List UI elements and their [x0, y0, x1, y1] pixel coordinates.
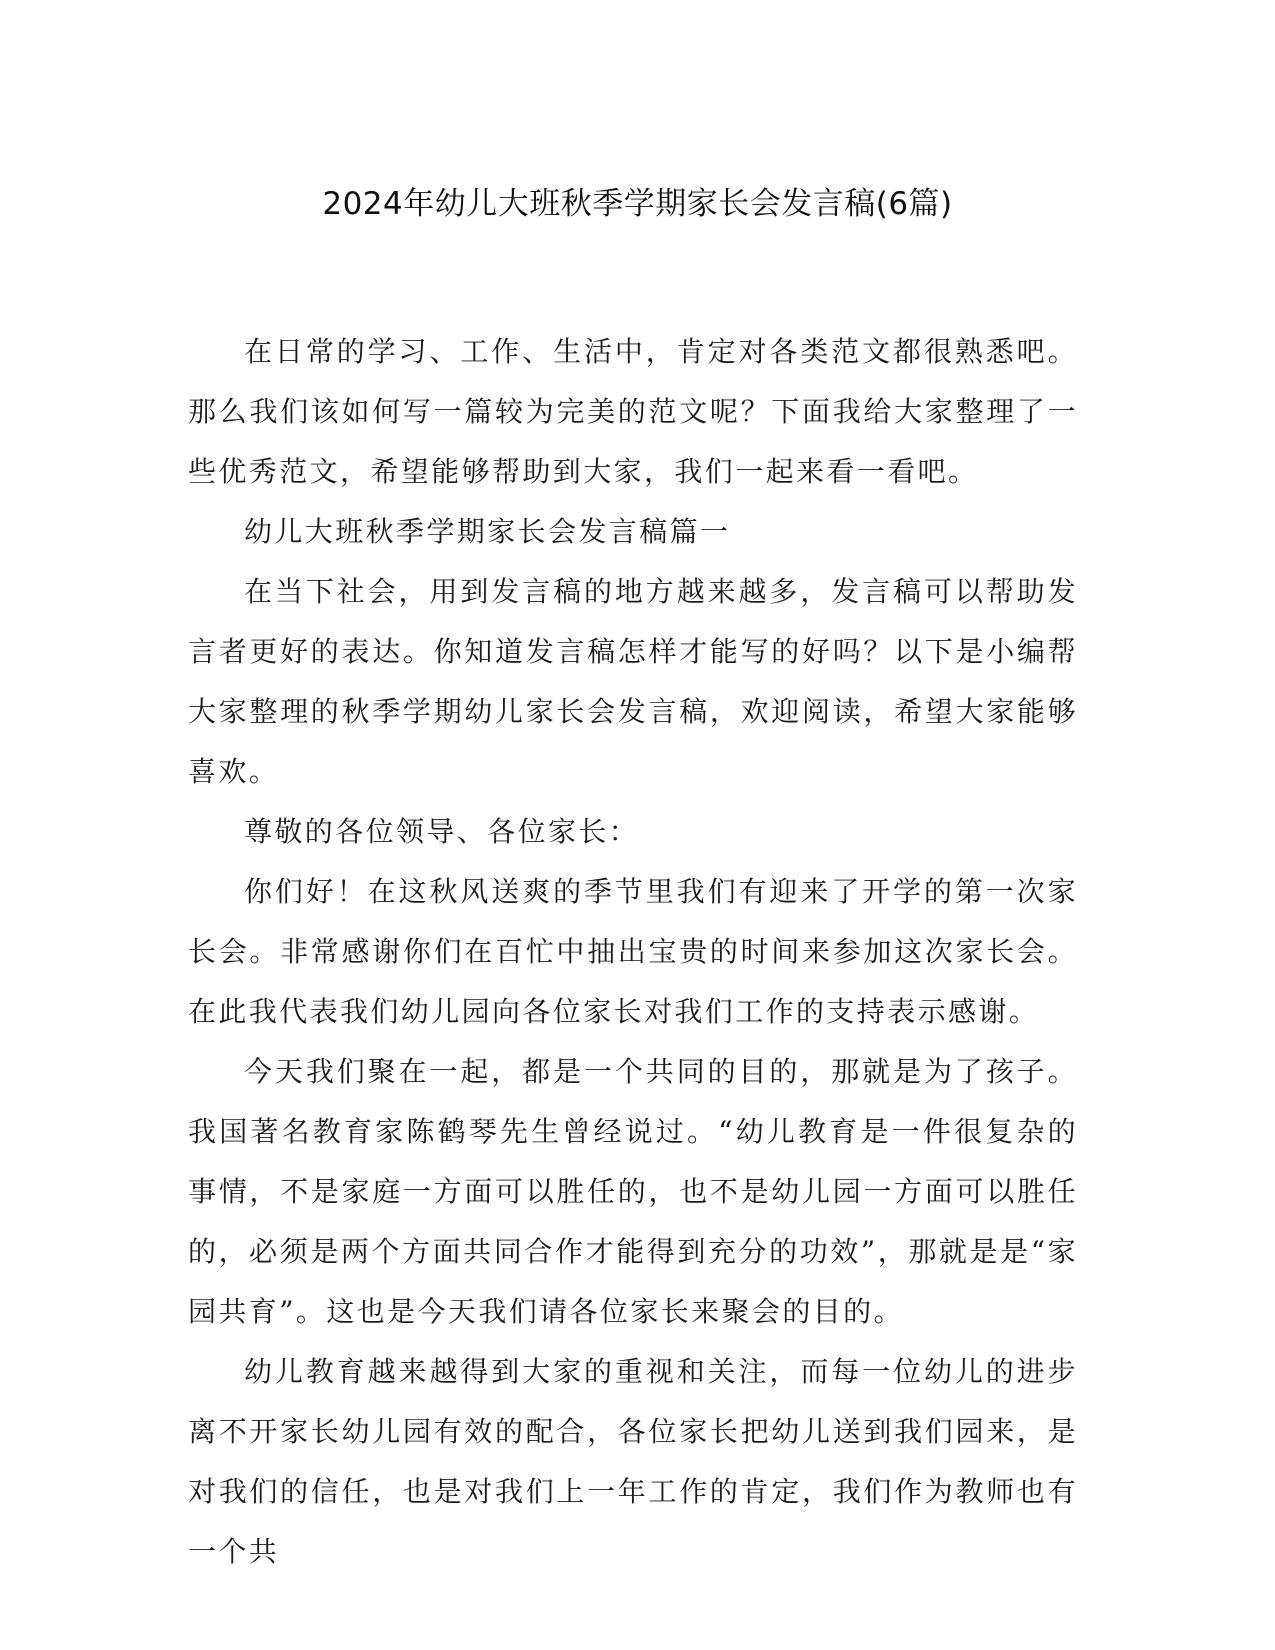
paragraph-cooperation: 幼儿教育越来越得到大家的重视和关注，而每一位幼儿的进步离不开家长幼儿园有效的配合，各位家长把幼儿送到我们园来，是对我们的信任，也是对我们上一年工作的肯定，我们作为教师也有一个共 [188, 1355, 1078, 1568]
paragraph-purpose: 今天我们聚在一起，都是一个共同的目的，那就是为了孩子。我国著名教育家陈鹤琴先生曾经说过。“幼儿教育是一件很复杂的事情，不是家庭一方面可以胜任的，也不是幼儿园一方面可以胜任的，必须是两个方面共同合作才能得到充分的功效”，那就是是“家园共育”。这也是今天我们请各位家长来聚会的目的。 [188, 1055, 1078, 1328]
paragraph-intro: 在日常的学习、工作、生活中，肯定对各类范文都很熟悉吧。那么我们该如何写一篇较为完美的范文呢？下面我给大家整理了一些优秀范文，希望能够帮助到大家，我们一起来看一看吧。 [188, 335, 1078, 488]
paragraph-greeting: 你们好！在这秋风送爽的季节里我们有迎来了开学的第一次家长会。非常感谢你们在百忙中抽出宝贵的时间来参加这次家长会。在此我代表我们幼儿园向各位家长对我们工作的支持表示感谢。 [188, 875, 1078, 1028]
document-body [188, 322, 1078, 1582]
section-heading-part-one: 幼儿大班秋季学期家长会发言稿篇一 [244, 515, 731, 548]
paragraph-salutation: 尊敬的各位领导、各位家长： [244, 815, 640, 848]
document-title: 2024年幼儿大班秋季学期家长会发言稿(6篇) [322, 186, 953, 222]
paragraph-preface: 在当下社会，用到发言稿的地方越来越多，发言稿可以帮助发言者更好的表达。你知道发言稿怎样才能写的好吗？以下是小编帮大家整理的秋季学期幼儿家长会发言稿，欢迎阅读，希望大家能够喜欢。 [188, 575, 1078, 788]
